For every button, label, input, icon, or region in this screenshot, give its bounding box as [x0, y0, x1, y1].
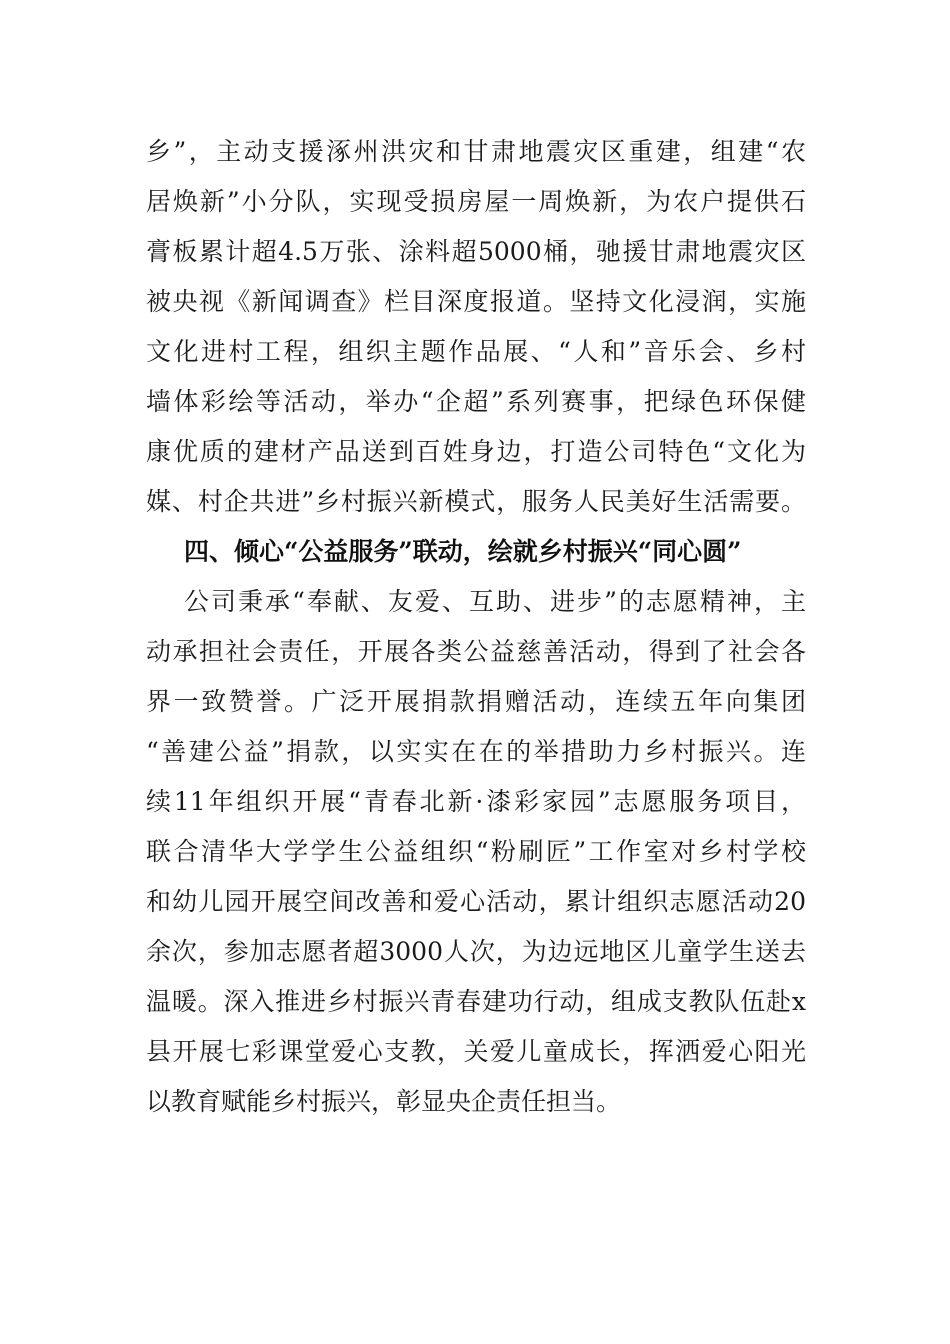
- paragraph-line: 康优质的建材产品送到百姓身边，打造公司特色“文化为: [146, 437, 806, 466]
- paragraph-line: 文化进村工程，组织主题作品展、“人和”音乐会、乡村: [146, 337, 806, 366]
- paragraph-line: 公司秉承“奉献、友爱、互助、进步”的志愿精神，主: [184, 587, 806, 616]
- paragraph-line: 媒、村企共进”乡村振兴新模式，服务人民美好生活需要。: [146, 487, 806, 516]
- paragraph-line: 余次，参加志愿者超3000人次，为边远地区儿童学生送去: [146, 937, 806, 966]
- paragraph-line: 被央视《新闻调查》栏目深度报道。坚持文化浸润，实施: [146, 287, 806, 316]
- paragraph-line: 墙体彩绘等活动，举办“企超”系列赛事，把绿色环保健: [146, 387, 806, 416]
- paragraph-line: 以教育赋能乡村振兴，彰显央企责任担当。: [146, 1087, 622, 1116]
- paragraph-line: “善建公益”捐款，以实实在在的举措助力乡村振兴。连: [146, 737, 806, 766]
- paragraph-line: 动承担社会责任，开展各类公益慈善活动，得到了社会各: [146, 637, 806, 666]
- paragraph-line: 膏板累计超4.5万张、涂料超5000桶，驰援甘肃地震灾区: [146, 237, 806, 266]
- paragraph-line: 联合清华大学学生公益组织“粉刷匠”工作室对乡村学校: [146, 837, 806, 866]
- paragraph-line: 县开展七彩课堂爱心支教，关爱儿童成长，挥洒爱心阳光: [146, 1037, 806, 1066]
- paragraph-line: 居焕新”小分队，实现受损房屋一周焕新，为农户提供石: [146, 187, 806, 216]
- paragraph-line: 温暖。深入推进乡村振兴青春建功行动，组成支教队伍赴x: [146, 987, 806, 1016]
- paragraph-line: 乡”，主动支援涿州洪灾和甘肃地震灾区重建，组建“农: [146, 137, 806, 166]
- paragraph-line: 界一致赞誉。广泛开展捐款捐赠活动，连续五年向集团: [146, 687, 806, 716]
- section-heading: 四、倾心“公益服务”联动，绘就乡村振兴“同心圆”: [184, 537, 742, 566]
- paragraph-line: 和幼儿园开展空间改善和爱心活动，累计组织志愿活动20: [146, 887, 806, 916]
- paragraph-line: 续11年组织开展“青春北新·漆彩家园”志愿服务项目，: [146, 787, 806, 816]
